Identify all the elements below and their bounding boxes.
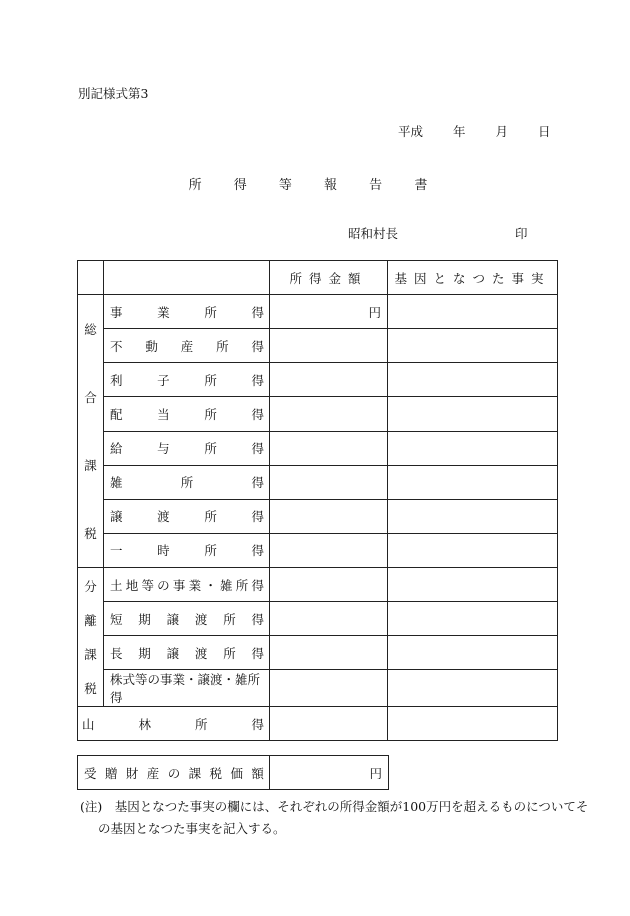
amount-cell[interactable]	[270, 533, 388, 567]
char: 所	[204, 372, 217, 388]
reason-cell[interactable]	[388, 636, 558, 670]
char: 離	[84, 613, 97, 628]
vertical-text	[78, 295, 103, 567]
date-day: 日	[538, 124, 551, 139]
income-label-cell	[104, 329, 270, 363]
char: 得	[251, 372, 264, 388]
char: 贈	[104, 765, 118, 781]
date-year: 年	[453, 124, 466, 139]
reason-cell[interactable]	[388, 533, 558, 567]
char: 価	[230, 765, 243, 781]
sogo-row	[78, 295, 558, 329]
char: 不	[110, 338, 123, 354]
char: 得	[251, 509, 264, 525]
sogo-row	[78, 363, 558, 397]
corner-cell	[78, 261, 104, 295]
sogo-row	[78, 397, 558, 431]
income-label-cell	[104, 465, 270, 499]
gift-row	[78, 756, 389, 790]
char: 所	[204, 441, 217, 457]
group-bunri-label	[78, 568, 104, 707]
amount-cell[interactable]	[270, 397, 388, 431]
char: 受	[84, 765, 97, 781]
bunri-row	[78, 568, 558, 602]
income-label-cell	[104, 636, 270, 670]
char: 産	[180, 338, 194, 354]
amount-cell[interactable]	[270, 499, 388, 533]
amount-cell[interactable]	[270, 636, 388, 670]
vertical-text	[78, 569, 103, 705]
sogo-row	[78, 533, 558, 567]
amount-cell[interactable]: 円	[270, 295, 388, 329]
char: 得	[251, 611, 264, 627]
char: 所	[223, 645, 236, 661]
char: 分	[84, 579, 97, 594]
income-label	[104, 337, 269, 355]
income-label-cell	[104, 568, 270, 602]
char: 得	[251, 406, 264, 422]
reason-cell[interactable]	[388, 602, 558, 636]
income-label	[104, 610, 269, 628]
note-line-2: の基因となつた事実を記入する。	[98, 821, 286, 836]
char: 土	[110, 577, 123, 593]
char: の	[157, 577, 170, 593]
char: 譲	[110, 509, 123, 525]
income-label	[104, 644, 269, 662]
reason-cell[interactable]	[388, 329, 558, 363]
char: 所	[204, 509, 217, 525]
char: 期	[138, 611, 151, 627]
char: 子	[157, 372, 170, 388]
char: 譲	[166, 611, 180, 627]
seal-mark: 印	[515, 226, 528, 241]
char: 渡	[194, 611, 208, 627]
sanrin-row	[78, 707, 558, 741]
document-title: 所 得 等 報 告 書	[188, 178, 442, 193]
char: 産	[146, 765, 160, 781]
char: 税	[209, 765, 223, 781]
char: 渡	[194, 645, 208, 661]
income-label-cell	[104, 602, 270, 636]
char: 雑	[110, 475, 123, 491]
char: 得	[251, 577, 264, 593]
group-sogo-label	[78, 295, 104, 568]
sogo-row	[78, 465, 558, 499]
reason-cell[interactable]	[388, 431, 558, 465]
char: 得	[251, 716, 264, 732]
amount-cell[interactable]	[270, 465, 388, 499]
char: ・	[204, 577, 217, 593]
char: 動	[145, 338, 158, 354]
gift-amount-cell[interactable]: 円	[270, 756, 389, 790]
amount-cell[interactable]	[270, 329, 388, 363]
bunri-row	[78, 670, 558, 707]
income-label	[104, 439, 269, 457]
gift-label-cell	[78, 756, 270, 790]
gift-label	[78, 764, 269, 782]
amount-cell[interactable]	[270, 363, 388, 397]
reason-cell[interactable]	[388, 363, 558, 397]
bunri-row	[78, 636, 558, 670]
income-label-cell	[104, 295, 270, 329]
sogo-row	[78, 431, 558, 465]
income-label	[104, 405, 269, 423]
char: 所	[235, 577, 249, 593]
char: 等	[141, 577, 154, 593]
char: 譲	[166, 645, 180, 661]
sogo-row	[78, 329, 558, 363]
addressee: 昭和村長	[348, 226, 399, 241]
char: 財	[125, 765, 139, 781]
date-month: 月	[495, 124, 509, 139]
sanrin-label	[78, 715, 269, 733]
gift-table	[77, 755, 389, 790]
char: 期	[138, 645, 151, 661]
char: 一	[110, 543, 123, 559]
char: 渡	[157, 509, 170, 525]
char: 所	[204, 543, 217, 559]
char: 利	[110, 372, 123, 388]
char: 得	[251, 304, 264, 320]
reason-cell[interactable]	[388, 295, 558, 329]
char: 業	[188, 577, 202, 593]
reason-cell[interactable]	[388, 568, 558, 602]
char: 短	[110, 611, 123, 627]
income-label-cell	[104, 499, 270, 533]
income-label-cell	[104, 363, 270, 397]
char: 総	[84, 322, 97, 337]
char: 所	[223, 611, 236, 627]
char: 所	[204, 304, 217, 320]
corner-cell	[104, 261, 270, 295]
char: 税	[84, 681, 97, 696]
char: 業	[157, 304, 170, 320]
char: の	[167, 765, 181, 781]
income-label	[104, 576, 269, 594]
char: 額	[251, 765, 264, 781]
char: 所	[180, 475, 194, 491]
sanrin-label-cell	[78, 707, 270, 741]
char: 事	[172, 577, 186, 593]
amount-cell[interactable]	[270, 431, 388, 465]
income-label	[104, 507, 269, 525]
char: 株式等の事業・譲渡・雑所得	[110, 672, 261, 705]
char: 得	[251, 441, 264, 457]
char: 得	[251, 338, 264, 354]
char: 得	[251, 475, 264, 491]
header-amount: 所得金額	[270, 261, 388, 295]
char: 課	[84, 647, 97, 662]
char: 林	[138, 716, 151, 732]
reason-cell[interactable]	[388, 670, 558, 707]
char: 所	[204, 406, 217, 422]
reason-cell[interactable]	[388, 465, 558, 499]
char: 課	[84, 458, 97, 473]
char: 税	[84, 526, 97, 541]
income-label	[104, 303, 269, 321]
amount-cell[interactable]	[270, 602, 388, 636]
char: 長	[110, 645, 123, 661]
char: 事	[110, 304, 123, 320]
table-header-row	[78, 261, 558, 295]
char: 得	[251, 645, 264, 661]
bunri-row	[78, 602, 558, 636]
header-reason: 基因となつた事実	[388, 261, 558, 295]
date-line	[398, 122, 551, 140]
income-label-cell	[104, 431, 270, 465]
char: 雑	[220, 577, 233, 593]
income-label-cell	[104, 670, 270, 707]
char: 与	[157, 441, 170, 457]
sogo-row	[78, 499, 558, 533]
char: 課	[188, 765, 202, 781]
income-label-cell	[104, 533, 270, 567]
char: 所	[194, 716, 208, 732]
char: 得	[251, 543, 264, 559]
note-line-1: (注) 基因となつた事実の欄には、それぞれの所得金額が100万円を超えるものについてそ	[80, 799, 589, 814]
char: 地	[125, 577, 139, 593]
reason-cell[interactable]	[388, 397, 558, 431]
income-table	[77, 260, 558, 741]
income-label	[104, 473, 269, 491]
char: 所	[216, 338, 229, 354]
reason-cell[interactable]	[388, 499, 558, 533]
income-label	[104, 541, 269, 559]
amount-cell[interactable]	[270, 707, 388, 741]
amount-cell[interactable]	[270, 670, 388, 707]
amount-cell[interactable]	[270, 568, 388, 602]
date-era: 平成	[398, 124, 424, 139]
char: 配	[110, 406, 123, 422]
char: 給	[110, 441, 123, 457]
char: 当	[157, 406, 170, 422]
income-label	[104, 371, 269, 389]
char: 合	[84, 390, 97, 405]
income-label	[104, 670, 269, 706]
income-label-cell	[104, 397, 270, 431]
char: 時	[157, 543, 170, 559]
reason-cell[interactable]	[388, 707, 558, 741]
form-label: 別記様式第3	[78, 86, 149, 101]
char: 山	[82, 716, 95, 732]
